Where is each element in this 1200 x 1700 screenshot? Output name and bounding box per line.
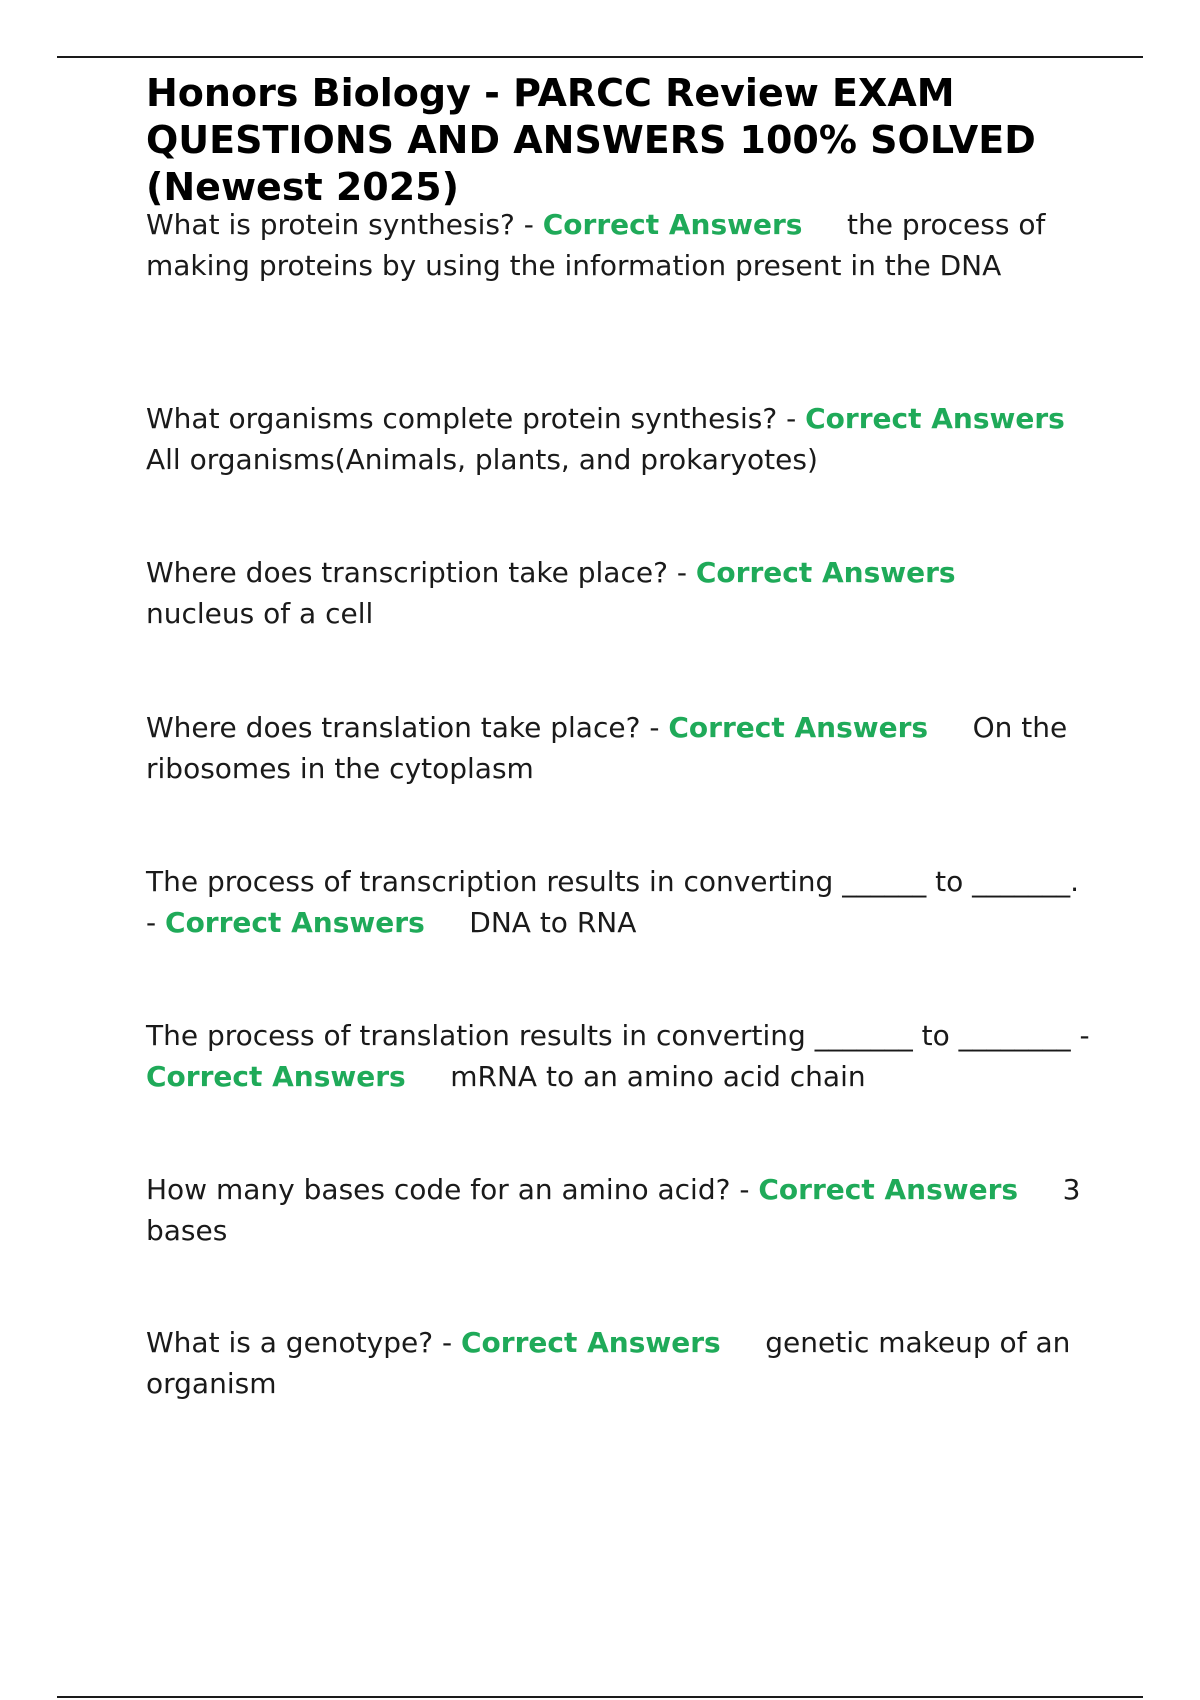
question-text: What is a genotype? -	[146, 1326, 461, 1359]
qa-item	[146, 399, 1110, 480]
answer-text: genetic makeup of an organism	[146, 1326, 1080, 1400]
answer-text: the process of making proteins by using the information present in the DNA	[146, 208, 1055, 282]
answer-text: On the ribosomes in the cytoplasm	[146, 711, 1077, 785]
question-text: The process of translation results in converting _______ to ________ -	[146, 1019, 1099, 1052]
answer-label: Correct Answers	[461, 1326, 721, 1359]
question-text: Where does translation take place? -	[146, 711, 669, 744]
answer-text: mRNA to an amino acid chain	[405, 1059, 866, 1093]
answer-label: Correct Answers	[165, 905, 425, 939]
question-text: Where does transcription take place? -	[146, 556, 696, 589]
qa-item	[146, 553, 1090, 634]
qa-item	[146, 1323, 1090, 1404]
document-body	[146, 70, 1110, 1404]
answer-text: nucleus of a cell	[146, 556, 1001, 630]
qa-item	[146, 1170, 1090, 1251]
question-text: The process of transcription results in converting ______ to _______. -	[146, 865, 1088, 939]
answer-label: Correct Answers	[542, 208, 803, 241]
answer-text: 3 bases	[146, 1173, 1090, 1247]
qa-item	[146, 708, 1090, 789]
answer-label: Correct Answers	[146, 1059, 406, 1093]
qa-item	[146, 205, 1090, 326]
question-text: How many bases code for an amino acid? -	[146, 1173, 759, 1206]
document-title: Honors Biology - PARCC Review EXAM QUESTIONS AND ANSWERS 100% SOLVED (Newest 2025)	[146, 71, 1036, 209]
answer-text: DNA to RNA	[424, 905, 637, 939]
qa-item	[146, 862, 1090, 943]
answer-label: Correct Answers	[668, 711, 929, 744]
question-text: What organisms complete protein synthesis? -	[146, 402, 806, 435]
qa-item	[146, 1016, 1099, 1097]
answer-label: Correct Answers	[805, 402, 1065, 435]
answer-label: Correct Answers	[695, 556, 956, 589]
answer-text: All organisms(Animals, plants, and prokaryotes)	[146, 402, 1110, 476]
answer-label: Correct Answers	[758, 1173, 1019, 1206]
question-text: What is protein synthesis? -	[146, 208, 543, 241]
bottom-rule	[57, 1696, 1143, 1698]
top-rule	[57, 56, 1143, 58]
